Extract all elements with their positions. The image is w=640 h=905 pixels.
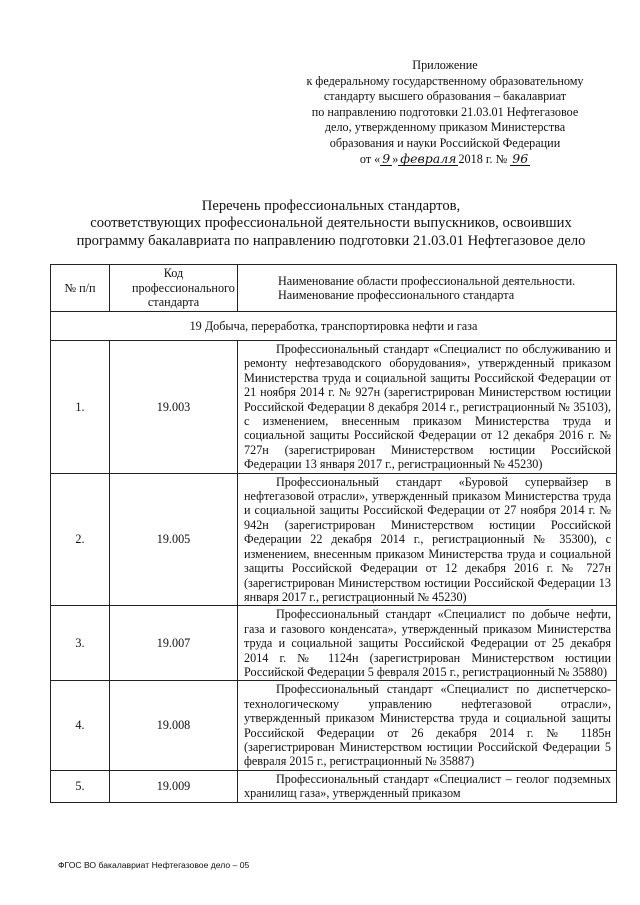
appendix-line: образования и науки Российской Федерации <box>329 135 561 150</box>
appendix-block <box>300 58 590 167</box>
title-line: Перечень профессиональных стандартов, <box>201 198 461 214</box>
row-code: 19.008 <box>110 681 238 770</box>
appendix-line: стандарту высшего образования – бакалавриат <box>323 89 567 104</box>
section-title: 19 Добыча, переработка, транспортировка нефти и газа <box>51 312 617 341</box>
row-code: 19.007 <box>110 606 238 681</box>
row-name <box>238 606 617 681</box>
row-name <box>238 770 617 802</box>
order-day: 9 <box>382 150 391 166</box>
row-num: 3. <box>51 606 110 681</box>
row-name <box>238 473 617 606</box>
section-row <box>51 312 617 341</box>
row-num: 2. <box>51 473 110 606</box>
title-line: соответствующих профессиональной деятельности выпускников, освоивших <box>90 215 572 232</box>
title-line: программу бакалавриата по направлению подготовки 21.03.01 Нефтегазовое дело <box>76 232 586 249</box>
header-num: № п/п <box>51 265 110 312</box>
standards-table <box>50 264 617 803</box>
row-num: 4. <box>51 681 110 770</box>
row-text: Профессиональный стандарт «Специалист по диспетчерско-технологическому управлению нефтегазовой отрасли», утвержденный приказом Министерства труда и социальной защиты Российской Федерации от 26 декабря 2014 г. № 1185н (зарегистрирован Министерством юстиции Российской Федерации 5 февраля 2015 г., регистрационный № 35887) <box>244 682 611 769</box>
appendix-line: Приложение <box>412 58 478 72</box>
appendix-line: к федеральному государственному образовательному <box>306 73 584 88</box>
header-code: Код профессионального стандарта <box>110 265 238 312</box>
table-row <box>51 681 617 770</box>
row-text: Профессиональный стандарт «Буровой супервайзер в нефтегазовой отрасли», утвержденный приказом Министерства труда и социальной защиты Российской Федерации от 27 ноября 2014 г. № 942н (зарегистрирован Министерством юстиции Российской Федерации 22 декабря 2014 г., регистрационный № 35300), с изменением, внесенным приказом Министерства труда и социальной защиты Российской Федерации от 12 декабря 2016 г. № 727н (зарегистрирован Министерством юстиции Российской Федерации 13 января 2017 г., регистрационный № 45230) <box>244 474 611 604</box>
order-number: 96 <box>512 150 529 166</box>
row-text: Профессиональный стандарт «Специалист по обслуживанию и ремонту нефтезаводского оборудования», утвержденный приказом Министерства труда и социальной защиты Российской Федерации от 21 ноября 2014 г. № 927н (зарегистрирован Министерством юстиции Российской Федерации 8 декабря 2014 г., регистрационный № 35103), с изменением, внесенным приказом Министерства труда и социальной защиты Российской Федерации от 12 декабря 2016 г. № 727н (зарегистрирован Министерством юстиции Российской Федерации 13 января 2017 г., регистрационный № 45230) <box>244 342 611 472</box>
table-row <box>51 770 617 802</box>
header-name: Наименование области профессиональной деятельности. Наименование профессионального стандарта <box>238 265 617 312</box>
table-row <box>51 341 617 474</box>
date-mid: » <box>392 151 399 166</box>
row-code: 19.009 <box>110 770 238 802</box>
date-prefix: от « <box>359 151 381 166</box>
table-header-row <box>51 265 617 312</box>
row-name <box>238 681 617 770</box>
order-year: 2018 г. № <box>458 151 508 166</box>
row-text: Профессиональный стандарт «Специалист по добыче нефти, газа и газового конденсата», утвержденный приказом Министерства труда и социальной защиты Российской Федерации от 25 декабря 2014 г. № 1124н (зарегистрирован Министерством юстиции Российской Федерации 5 февраля 2015 г., регистрационный № 35880) <box>244 607 611 679</box>
row-code: 19.003 <box>110 341 238 474</box>
row-text: Профессиональный стандарт «Специалист – геолог подземных хранилищ газа», утвержденный приказом <box>244 771 611 801</box>
appendix-line: дело, утвержденному приказом Министерства <box>324 120 566 135</box>
appendix-line: по направлению подготовки 21.03.01 Нефтегазовое <box>311 104 579 119</box>
row-name <box>238 341 617 474</box>
row-num: 5. <box>51 770 110 802</box>
page-footer: ФГОС ВО бакалавриат Нефтегазовое дело – 05 <box>58 860 250 870</box>
order-month: февраля <box>400 150 457 166</box>
row-code: 19.005 <box>110 473 238 606</box>
order-date-line <box>300 152 590 168</box>
document-title <box>58 198 604 250</box>
row-num: 1. <box>51 341 110 474</box>
table-row <box>51 473 617 606</box>
table-row <box>51 606 617 681</box>
